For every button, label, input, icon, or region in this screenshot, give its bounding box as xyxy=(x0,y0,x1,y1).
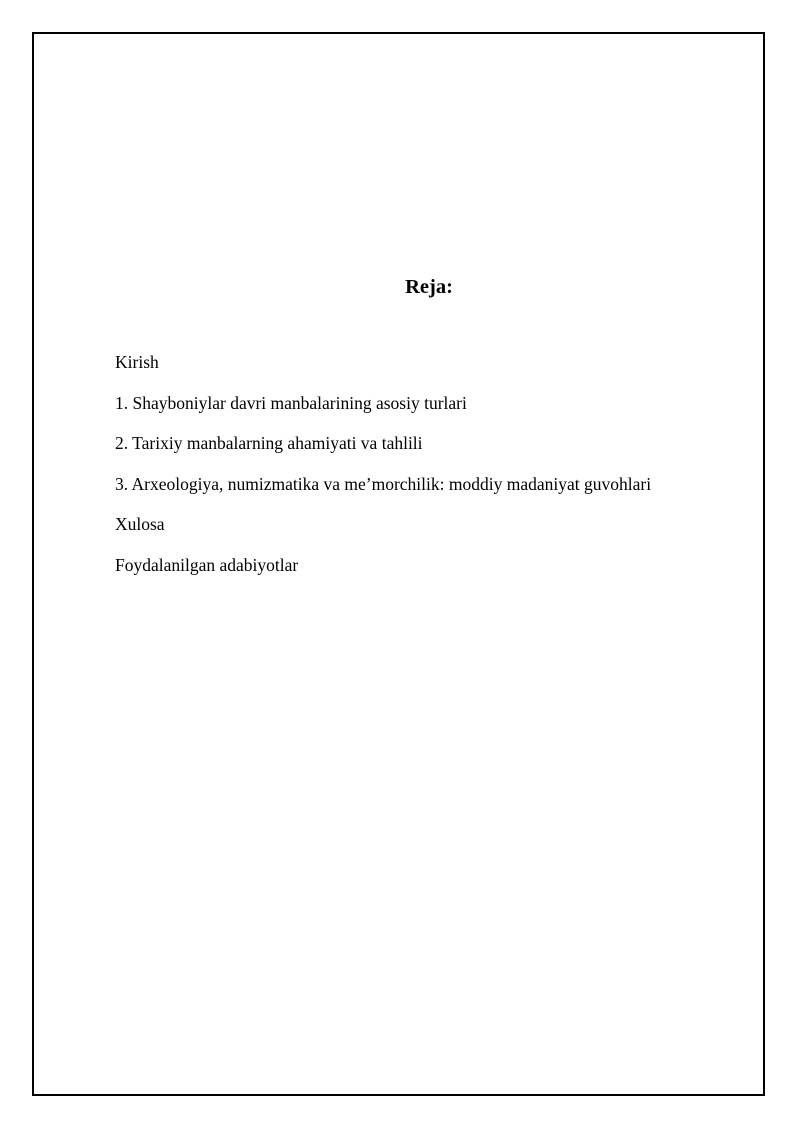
page-title: Reja: xyxy=(405,276,453,298)
plan-item-references: Foydalanilgan adabiyotlar xyxy=(115,554,299,575)
plan-item-2: 2. Tarixiy manbalarning ahamiyati va tahlili xyxy=(115,433,423,453)
plan-item-1: 1. Shayboniylar davri manbalarining asosiy turlari xyxy=(115,392,467,413)
plan-item-conclusion: Xulosa xyxy=(115,514,165,534)
plan-item-3: 3. Arxeologiya, numizmatika va me’morchilik: moddiy madaniyat guvohlari xyxy=(115,473,652,494)
plan-item-introduction: Kirish xyxy=(115,352,159,372)
plan-list xyxy=(115,350,651,593)
